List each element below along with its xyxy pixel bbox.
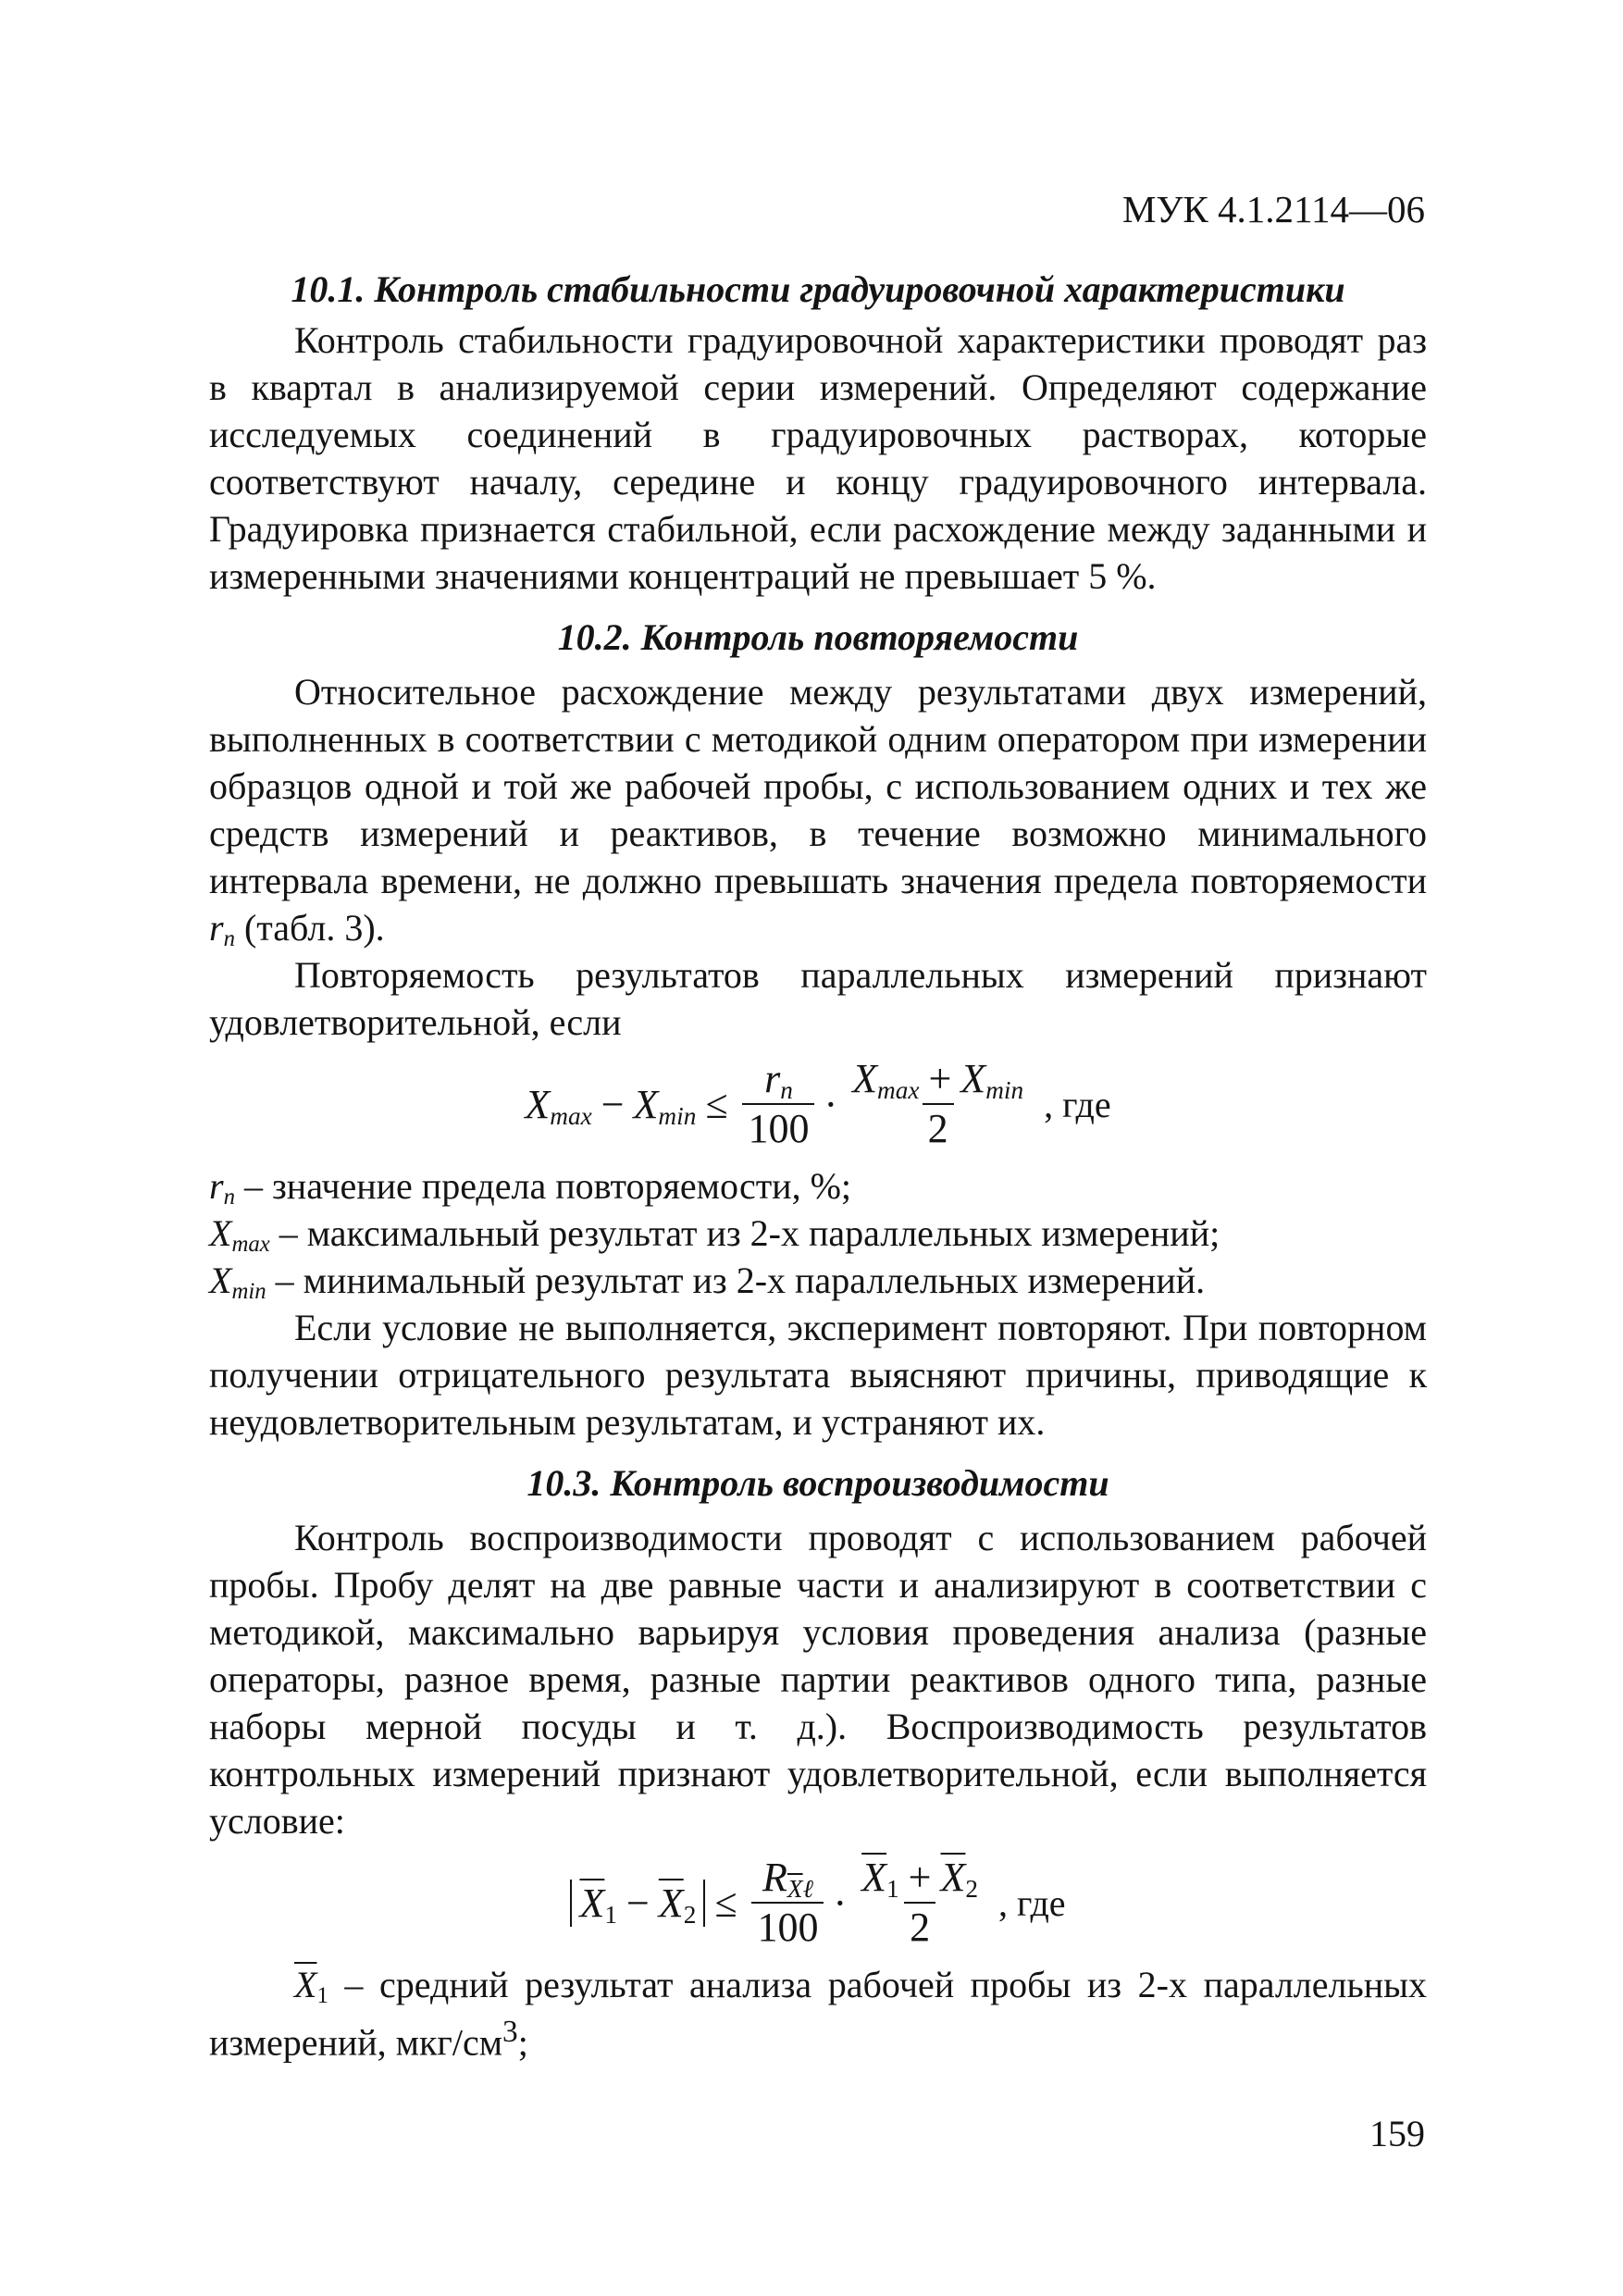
leq-sign: ≤ xyxy=(714,1880,737,1926)
fraction-numerator: $\overline{X}_1 + \overline{X}_2$ xyxy=(861,1855,979,1903)
fraction-sum-over-2 xyxy=(847,1057,1029,1151)
section-10-2-title: 10.2. Контроль повторяемости xyxy=(557,616,1079,658)
fraction-denominator: 2 xyxy=(923,1103,954,1151)
minus-sign: − xyxy=(601,1081,625,1127)
multiply-dot: · xyxy=(833,1880,848,1926)
definition-x-max: $X_{max}$ – максимальный результат из 2-х параллельных измерений; xyxy=(209,1212,1220,1258)
fraction-rn-over-100 xyxy=(742,1057,814,1151)
leq-sign: ≤ xyxy=(705,1081,728,1127)
rn-symbol: $r_n$ xyxy=(209,907,235,952)
definition-x1-mean: $\overline{X}_1$ – средний результат анализа рабочей пробы из 2-х параллельных измерений, мкг/$см^3$; xyxy=(209,1964,1427,2064)
page-number: 159 xyxy=(1369,2113,1425,2154)
fraction-numerator: $X_{max} + X_{min}$ xyxy=(852,1056,1024,1104)
formula-suffix: , где xyxy=(1044,1083,1111,1125)
section-10-3-title: 10.3. Контроль воспроизводимости xyxy=(527,1462,1109,1504)
fraction-denominator: 2 xyxy=(904,1902,935,1950)
definition-x-min: $X_{min}$ – минимальный результат из 2-х параллельных измерений. xyxy=(209,1260,1206,1305)
multiply-dot: · xyxy=(824,1081,838,1127)
fraction-r-over-100 xyxy=(751,1855,824,1950)
formula-suffix: , где xyxy=(998,1881,1066,1924)
reproducibility-formula xyxy=(209,1848,1427,1957)
section-10-2-paragraph-3: Если условие не выполняется, эксперимент повторяют. При повторном получении отрицательного результата выясняют причины, приводящие к неудовлетворительным результатам, и устраняют их. xyxy=(209,1307,1427,1443)
section-10-2-paragraph-2: Повторяемость результатов параллельных измерений признают удовлетворительной, если xyxy=(209,954,1427,1043)
x-min-term: $X_{min}$ xyxy=(633,1081,697,1130)
fraction-denominator: 100 xyxy=(751,1902,824,1950)
fraction-denominator: 100 xyxy=(742,1103,814,1151)
table-reference: (табл. 3). xyxy=(243,907,385,949)
absolute-difference: $\overline{X}_1 - \overline{X}_2$ xyxy=(570,1880,705,1927)
x-max-term: $X_{max}$ xyxy=(525,1081,592,1130)
definition-rn: $r_n$ – значение предела повторяемости, %; xyxy=(209,1165,852,1210)
fraction-sum-over-2 xyxy=(856,1855,984,1950)
running-header: МУК 4.1.2114—06 xyxy=(1121,188,1425,230)
fraction-numerator: $R_{\overline{X}\ell}$ xyxy=(762,1855,813,1903)
section-10-3-paragraph: Контроль воспроизводимости проводят с использованием рабочей пробы. Пробу делят на две равные части и анализируют в соответствии с методикой, максимально варьируя условия проведения анализа (разные операторы, разное время, разные партии реактивов одного типа, разные наборы мерной посуды и т. д.). Воспроизводимость результатов контрольных измерений признают удовлетворительной, если выполняется условие: xyxy=(209,1517,1427,1842)
section-10-1-paragraph: Контроль стабильности градуировочной характеристики проводят раз в квартал в анализируемой серии измерений. Определяют содержание исследуемых соединений в градуировочных растворах, которые соответствуют началу, середине и концу градуировочного интервала. Градуировка признается стабильной, если расхождение между заданными и измеренными значениями концентраций не превышает 5 %. xyxy=(209,319,1427,597)
repeatability-text: Относительное расхождение между результатами двух измерений, выполненных в соответствии с методикой одним оператором при измерении образцов одной и той же рабочей пробы, с использованием одних и тех же средств измерений и реактивов, в течение возможно минимального интервала времени, не должно превышать значения предела повторяемости xyxy=(209,671,1427,901)
page-content xyxy=(209,265,1427,2066)
section-10-1-title: 10.1. Контроль стабильности градуировочной характеристики xyxy=(291,268,1345,310)
section-10-2-paragraph-1 xyxy=(209,668,1427,951)
repeatability-formula xyxy=(209,1049,1427,1159)
fraction-numerator: $r_n$ xyxy=(764,1056,793,1104)
